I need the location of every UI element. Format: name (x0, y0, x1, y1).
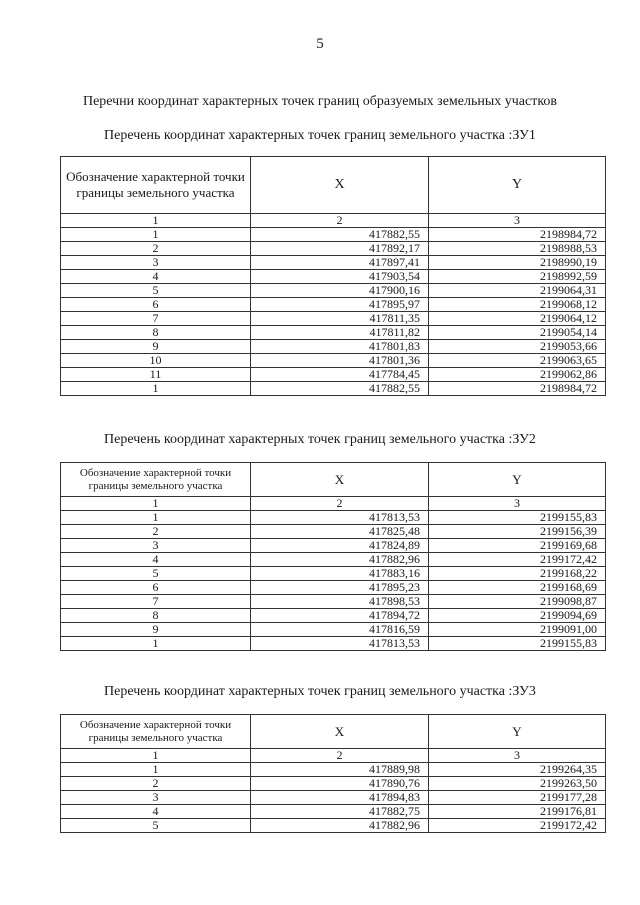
table-row (61, 609, 606, 623)
coordinate-y-cell: 2199172,42 (429, 819, 606, 833)
coordinate-y-cell: 2199094,69 (429, 609, 606, 623)
coordinate-x-cell: 417824,89 (251, 539, 429, 553)
table-row (61, 777, 606, 791)
coordinate-x-cell: 417784,45 (251, 368, 429, 382)
coordinate-y-cell: 2199063,65 (429, 354, 606, 368)
column-index-cell: 2 (251, 214, 429, 228)
coordinate-x-cell: 417801,83 (251, 340, 429, 354)
coordinate-y-cell: 2199098,87 (429, 595, 606, 609)
table-row (61, 819, 606, 833)
table-row (61, 354, 606, 368)
coordinate-y-cell: 2199264,35 (429, 763, 606, 777)
header-x-label: X (251, 157, 429, 214)
main-title: Перечни координат характерных точек границ образуемых земельных участков (82, 94, 558, 109)
coordinate-y-cell: 2198988,53 (429, 242, 606, 256)
point-number-cell: 4 (61, 805, 251, 819)
coordinate-x-cell: 417882,96 (251, 819, 429, 833)
column-index-cell: 1 (61, 214, 251, 228)
point-number-cell: 2 (61, 242, 251, 256)
coordinate-x-cell: 417903,54 (251, 270, 429, 284)
coordinate-y-cell: 2199064,31 (429, 284, 606, 298)
section-title-zu1: Перечень координат характерных точек границ земельного участка :ЗУ1 (104, 128, 536, 143)
coordinate-y-cell: 2198992,59 (429, 270, 606, 284)
table-row (61, 581, 606, 595)
coordinate-x-cell: 417882,96 (251, 553, 429, 567)
coordinate-y-cell: 2199155,83 (429, 637, 606, 651)
coordinate-y-cell: 2199091,00 (429, 623, 606, 637)
coordinate-x-cell: 417900,16 (251, 284, 429, 298)
point-number-cell: 5 (61, 819, 251, 833)
point-number-cell: 3 (61, 539, 251, 553)
coordinate-x-cell: 417892,17 (251, 242, 429, 256)
table-row (61, 228, 606, 242)
table-row (61, 539, 606, 553)
column-index-cell: 3 (429, 497, 606, 511)
coordinates-table-zu3 (60, 714, 606, 833)
header-point-label: Обозначение характерной точки границы земельного участка (61, 157, 251, 214)
coordinate-y-cell: 2199064,12 (429, 312, 606, 326)
coordinate-y-cell: 2198990,19 (429, 256, 606, 270)
table-header-row (61, 463, 606, 497)
column-index-cell: 3 (429, 214, 606, 228)
point-number-cell: 1 (61, 228, 251, 242)
column-index-row (61, 497, 606, 511)
point-number-cell: 1 (61, 763, 251, 777)
point-number-cell: 5 (61, 567, 251, 581)
column-index-cell: 1 (61, 749, 251, 763)
header-y-label: Y (429, 463, 606, 497)
coordinate-x-cell: 417811,35 (251, 312, 429, 326)
table-header-row (61, 157, 606, 214)
coordinate-x-cell: 417897,41 (251, 256, 429, 270)
table-row (61, 553, 606, 567)
header-point-label: Обозначение характерной точки границы земельного участка (61, 715, 251, 749)
point-number-cell: 7 (61, 595, 251, 609)
point-number-cell: 6 (61, 581, 251, 595)
point-number-cell: 1 (61, 637, 251, 651)
point-number-cell: 9 (61, 340, 251, 354)
header-y-label: Y (429, 715, 606, 749)
coordinate-x-cell: 417813,53 (251, 511, 429, 525)
coordinate-x-cell: 417811,82 (251, 326, 429, 340)
coordinate-y-cell: 2199172,42 (429, 553, 606, 567)
point-number-cell: 3 (61, 791, 251, 805)
header-y-label: Y (429, 157, 606, 214)
point-number-cell: 2 (61, 525, 251, 539)
table-row (61, 637, 606, 651)
section-title-zu3: Перечень координат характерных точек границ земельного участка :ЗУ3 (104, 684, 536, 699)
table-row (61, 270, 606, 284)
coordinate-y-cell: 2199169,68 (429, 539, 606, 553)
table-header-row (61, 715, 606, 749)
table-row (61, 623, 606, 637)
coordinates-table-zu1 (60, 156, 606, 396)
table-row (61, 284, 606, 298)
coordinate-x-cell: 417895,97 (251, 298, 429, 312)
coordinate-x-cell: 417813,53 (251, 637, 429, 651)
page-number: 5 (316, 36, 324, 52)
coordinate-y-cell: 2199168,22 (429, 567, 606, 581)
point-number-cell: 3 (61, 256, 251, 270)
point-number-cell: 10 (61, 354, 251, 368)
table-row (61, 805, 606, 819)
point-number-cell: 5 (61, 284, 251, 298)
table-row (61, 326, 606, 340)
table-row (61, 242, 606, 256)
table-row (61, 256, 606, 270)
table-row (61, 368, 606, 382)
point-number-cell: 7 (61, 312, 251, 326)
table-row (61, 340, 606, 354)
coordinate-y-cell: 2199156,39 (429, 525, 606, 539)
coordinate-y-cell: 2198984,72 (429, 228, 606, 242)
table-row (61, 298, 606, 312)
column-index-cell: 2 (251, 497, 429, 511)
coordinate-x-cell: 417894,83 (251, 791, 429, 805)
point-number-cell: 6 (61, 298, 251, 312)
coordinate-x-cell: 417890,76 (251, 777, 429, 791)
coordinate-y-cell: 2199053,66 (429, 340, 606, 354)
table-row (61, 595, 606, 609)
table-row (61, 791, 606, 805)
header-x-label: X (251, 463, 429, 497)
column-index-row (61, 749, 606, 763)
column-index-row (61, 214, 606, 228)
coordinate-x-cell: 417882,75 (251, 805, 429, 819)
coordinate-y-cell: 2199068,12 (429, 298, 606, 312)
point-number-cell: 4 (61, 270, 251, 284)
coordinate-x-cell: 417898,53 (251, 595, 429, 609)
coordinate-y-cell: 2198984,72 (429, 382, 606, 396)
column-index-cell: 3 (429, 749, 606, 763)
coordinate-y-cell: 2199176,81 (429, 805, 606, 819)
coordinate-x-cell: 417883,16 (251, 567, 429, 581)
table-row (61, 312, 606, 326)
coordinate-x-cell: 417882,55 (251, 228, 429, 242)
point-number-cell: 11 (61, 368, 251, 382)
section-title-zu2: Перечень координат характерных точек границ земельного участка :ЗУ2 (104, 432, 536, 447)
coordinate-x-cell: 417801,36 (251, 354, 429, 368)
coordinate-x-cell: 417889,98 (251, 763, 429, 777)
point-number-cell: 9 (61, 623, 251, 637)
coordinate-x-cell: 417816,59 (251, 623, 429, 637)
header-point-label: Обозначение характерной точки границы земельного участка (61, 463, 251, 497)
coordinate-x-cell: 417894,72 (251, 609, 429, 623)
coordinates-table-zu2 (60, 462, 606, 651)
coordinate-x-cell: 417882,55 (251, 382, 429, 396)
point-number-cell: 1 (61, 511, 251, 525)
coordinate-y-cell: 2199168,69 (429, 581, 606, 595)
coordinate-y-cell: 2199062,86 (429, 368, 606, 382)
point-number-cell: 8 (61, 609, 251, 623)
point-number-cell: 2 (61, 777, 251, 791)
coordinate-y-cell: 2199155,83 (429, 511, 606, 525)
table-row (61, 567, 606, 581)
table-row (61, 763, 606, 777)
coordinate-x-cell: 417895,23 (251, 581, 429, 595)
header-x-label: X (251, 715, 429, 749)
coordinate-y-cell: 2199054,14 (429, 326, 606, 340)
column-index-cell: 2 (251, 749, 429, 763)
column-index-cell: 1 (61, 497, 251, 511)
table-row (61, 511, 606, 525)
coordinate-y-cell: 2199177,28 (429, 791, 606, 805)
table-row (61, 382, 606, 396)
point-number-cell: 4 (61, 553, 251, 567)
point-number-cell: 8 (61, 326, 251, 340)
point-number-cell: 1 (61, 382, 251, 396)
coordinate-x-cell: 417825,48 (251, 525, 429, 539)
coordinate-y-cell: 2199263,50 (429, 777, 606, 791)
table-row (61, 525, 606, 539)
